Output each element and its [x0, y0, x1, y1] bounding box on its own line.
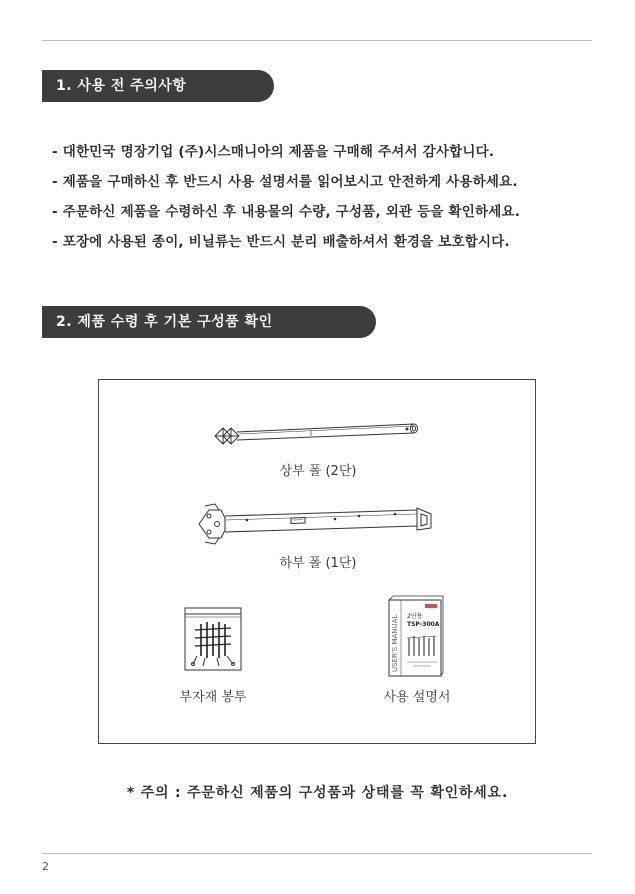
lower-pole-illustration: [195, 496, 440, 552]
precaution-item: - 포장에 사용된 종이, 비닐류는 반드시 분리 배출하셔서 환경을 보호합시다.: [52, 234, 510, 250]
notice-text: * 주의 : 주문하신 제품의 구성품과 상태를 꼭 확인하세요.: [126, 785, 509, 801]
user-manual-label: 사용 설명서: [383, 690, 451, 705]
manual-cover-line1: 2단용: [407, 613, 423, 620]
top-rule: [42, 40, 592, 41]
manual-cover-line2: TSP-300A: [407, 621, 440, 628]
accessory-bag-label: 부자재 봉투: [179, 690, 247, 705]
section-2-header: 2. 제품 수령 후 기본 구성품 확인: [42, 306, 376, 338]
bottom-rule: [42, 853, 592, 854]
upper-pole-illustration: [209, 418, 424, 458]
precaution-item: - 대한민국 명장기업 (주)시스매니아의 제품을 구매해 주셔서 감사합니다.: [52, 144, 495, 160]
lower-pole-label: 하부 폴 (1단): [279, 556, 357, 571]
manual-side-text: USER'S MANUAL: [391, 614, 399, 672]
accessory-bag-illustration: [183, 606, 243, 672]
upper-pole-label: 상부 폴 (2단): [279, 464, 357, 479]
precautions-list: [52, 142, 520, 262]
components-box: [98, 379, 536, 744]
precaution-item: - 제품을 구매하신 후 반드시 사용 설명서를 읽어보시고 안전하게 사용하세요.: [52, 174, 518, 190]
section-1-header: 1. 사용 전 주의사항: [42, 70, 274, 102]
user-manual-illustration: [387, 594, 445, 678]
precaution-item: - 주문하신 제품을 수령하신 후 내용물의 수량, 구성품, 외관 등을 확인하세요.: [52, 204, 521, 220]
page-number: 2: [42, 860, 49, 873]
